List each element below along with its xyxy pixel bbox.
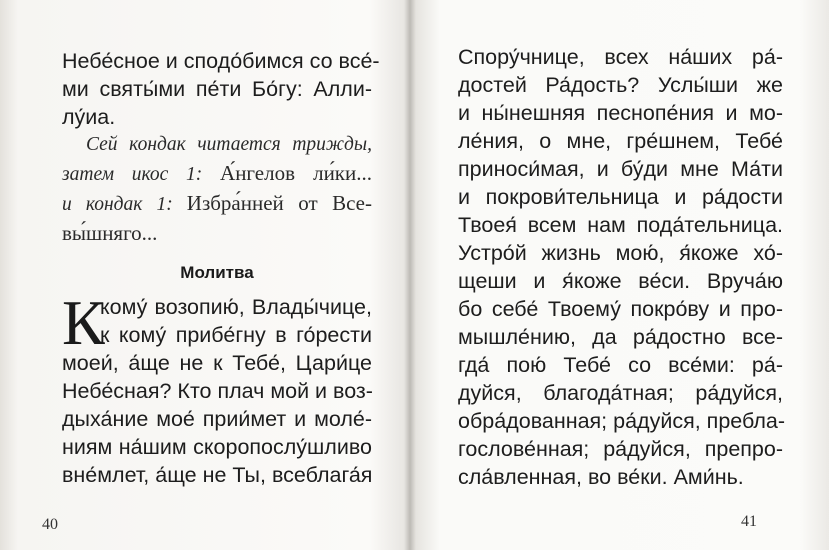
- rubric-line: [62, 131, 372, 159]
- text-line: лу́иа.: [62, 105, 116, 129]
- text-line: ми святы́ми пе́ти Бо́гу: Алли-: [62, 77, 372, 101]
- text-line: щеши и я́коже ве́си. Вруча́ю: [458, 269, 783, 293]
- right-page: [410, 0, 829, 550]
- rubric-text: затем икос 1:: [62, 164, 203, 185]
- right-page-text: [458, 43, 786, 491]
- text-line: дыха́ние мое́ прии́мет и моле́-: [62, 407, 372, 431]
- text-line: вне́млет, а́ще не Ты, всеблага́я: [62, 463, 373, 487]
- text-line: дуйся, благода́тная; ра́дуйся,: [458, 381, 783, 405]
- text-line: и ны́нешняя песнопе́ния и мо-: [458, 101, 783, 125]
- text-line: моеи́, а́ще не к Тебе́, Цари́це: [62, 351, 372, 375]
- text-line: сла́вленная, во ве́ки. Ами́нь.: [458, 465, 744, 489]
- section-heading: Молитва: [180, 263, 254, 282]
- text-line: гослове́нная; ра́дуйся, препро-: [458, 437, 783, 461]
- text-line: ле́ния, о мне, гре́шнем, Тебе́: [458, 129, 783, 153]
- rubric-reference: А́нгелов ли́ки...: [220, 161, 372, 185]
- prayer-paragraph: [62, 287, 373, 489]
- text-line: ниям на́шим скоропослу́шливо: [62, 435, 372, 459]
- text-line: Небе́сное и сподо́бимся со все́-: [62, 49, 380, 73]
- text-line: кому́ возопию́, Влады́чице,: [100, 295, 372, 319]
- rubric-line: [62, 159, 372, 189]
- page-number-left: 40: [42, 516, 58, 533]
- text-line: Спору́чнице, всех на́ших ра́-: [458, 45, 783, 69]
- rubric-text: Сей кондак читается трижды,: [86, 134, 372, 155]
- text-line: обра́дованная; ра́дуйся, пребла-: [458, 409, 786, 433]
- rubric-text: и кондак 1:: [62, 194, 173, 215]
- page-number-right: 41: [741, 513, 757, 530]
- text-line: бо себе́ Твоему́ покро́ву и про-: [458, 297, 783, 321]
- drop-cap: К: [62, 287, 105, 358]
- text-line: и покрови́тельница и ра́дости: [458, 185, 783, 209]
- left-page: [0, 0, 410, 550]
- rubric-line: [62, 189, 372, 219]
- text-line: гда́ пою́ Тебе́ со все́ми: ра́-: [458, 353, 783, 377]
- text-line: Твоея́ всем нам пода́тельница.: [458, 213, 783, 237]
- text-line: Небе́сная? Кто плач мой и воз-: [62, 379, 373, 403]
- text-line: к кому́ прибе́гну в го́рести: [100, 323, 372, 347]
- text-line: мышле́нию, да ра́достно все-: [458, 325, 783, 349]
- text-line: Устро́й жизнь мою́, я́коже хо́-: [458, 241, 783, 265]
- rubric-reference: вы́шняго...: [62, 221, 158, 245]
- text-line: приноси́мая, и бу́ди мне Ма́ти: [458, 157, 783, 181]
- text-line: достей Ра́дость? Услы́ши же: [458, 73, 783, 97]
- rubric-reference: Избра́нней от Все-: [186, 191, 372, 215]
- left-page-text: [62, 47, 380, 489]
- rubric-line: [62, 219, 372, 249]
